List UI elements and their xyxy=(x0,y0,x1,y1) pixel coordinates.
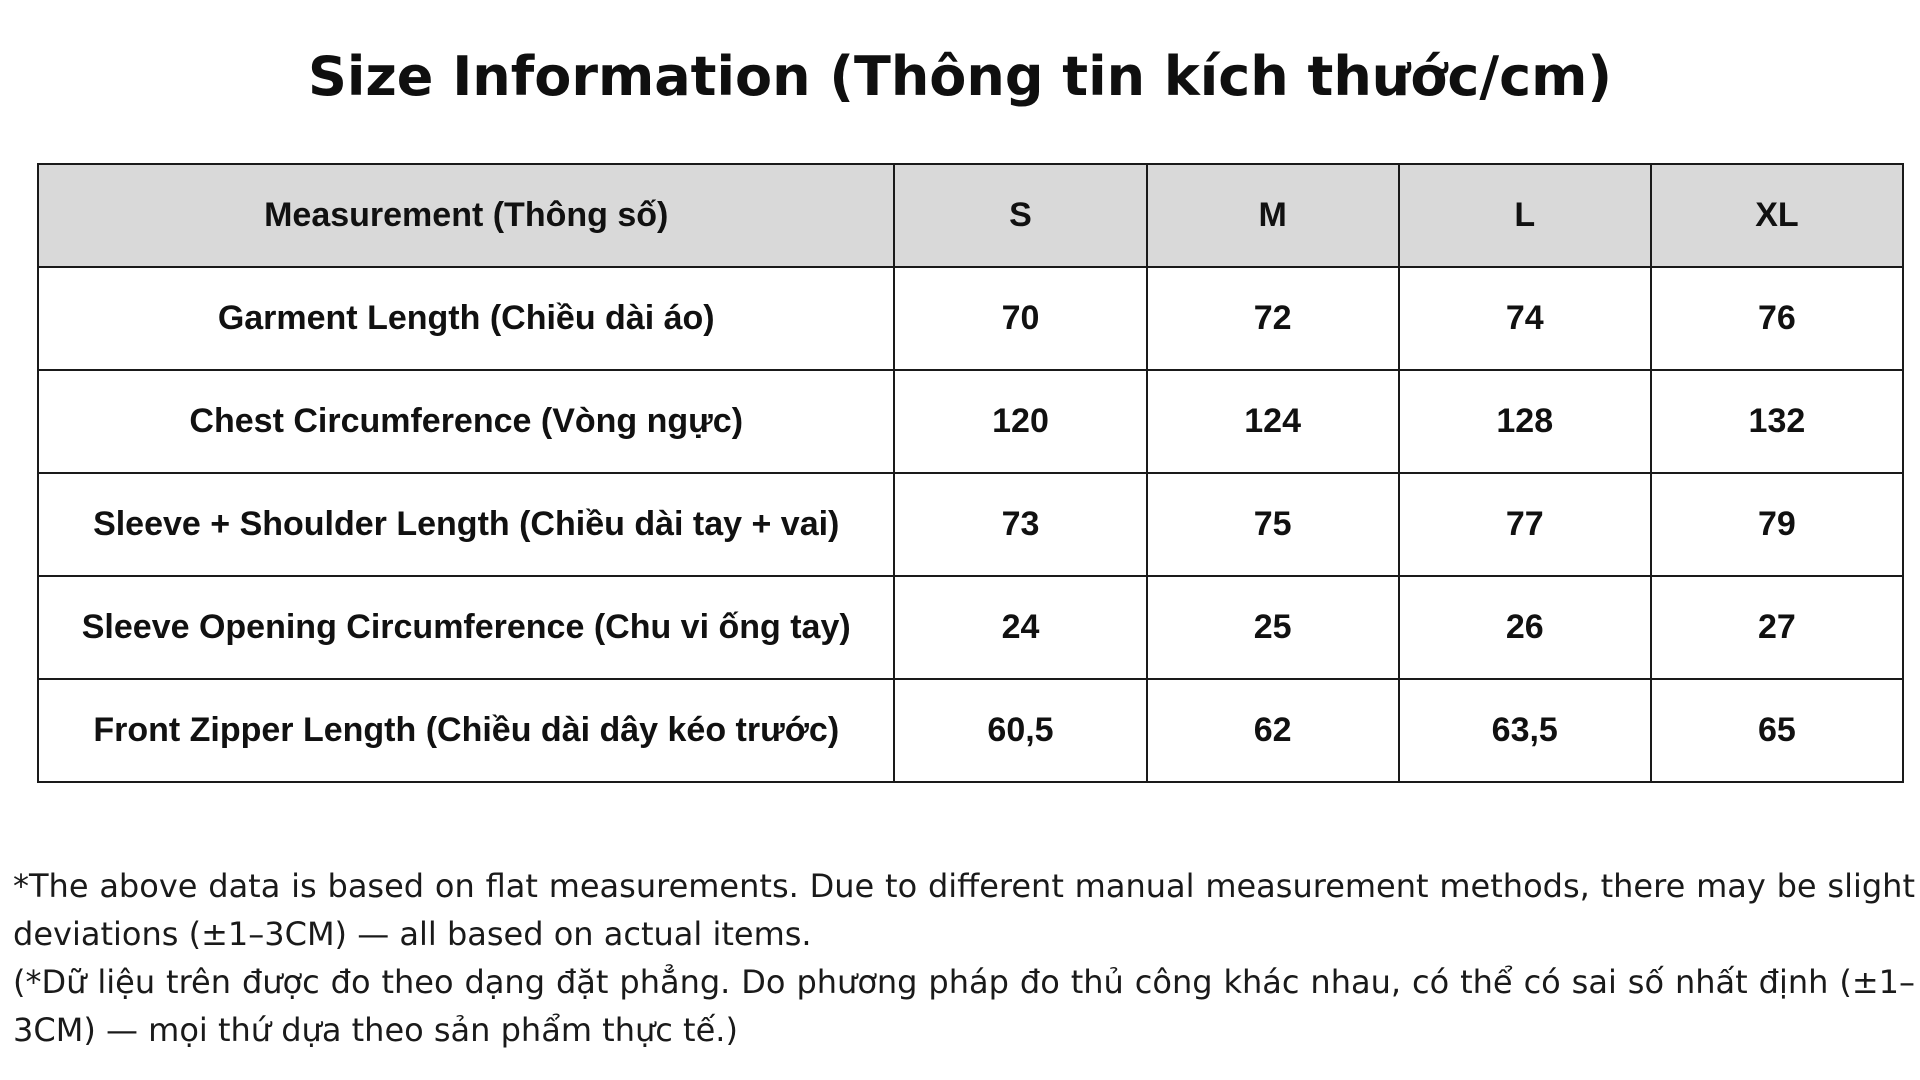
row-label: Chest Circumference (Vòng ngực) xyxy=(38,370,894,473)
row-label: Sleeve + Shoulder Length (Chiều dài tay + vai) xyxy=(38,473,894,576)
table-row xyxy=(38,370,1903,473)
table-row xyxy=(38,679,1903,782)
table-cell: 24 xyxy=(894,576,1146,679)
row-label: Garment Length (Chiều dài áo) xyxy=(38,267,894,370)
table-cell: 72 xyxy=(1147,267,1399,370)
table-cell: 65 xyxy=(1651,679,1903,782)
table-cell: 27 xyxy=(1651,576,1903,679)
measurement-note-vietnamese: (*Dữ liệu trên được đo theo dạng đặt phẳng. Do phương pháp đo thủ công khác nhau, có thể có sai số nhất định (±1–3CM) — mọi thứ dựa theo sản phẩm thực tế.) xyxy=(13,963,1915,1049)
table-cell: 25 xyxy=(1147,576,1399,679)
table-cell: 77 xyxy=(1399,473,1651,576)
table-header-row xyxy=(38,164,1903,267)
table-row xyxy=(38,576,1903,679)
size-table xyxy=(37,163,1904,783)
table-cell: 75 xyxy=(1147,473,1399,576)
table-cell: 60,5 xyxy=(894,679,1146,782)
table-row xyxy=(38,473,1903,576)
table-cell: 76 xyxy=(1651,267,1903,370)
row-label: Sleeve Opening Circumference (Chu vi ống tay) xyxy=(38,576,894,679)
table-cell: 26 xyxy=(1399,576,1651,679)
table-cell: 120 xyxy=(894,370,1146,473)
measurement-note-english: *The above data is based on flat measurements. Due to different manual measurement methods, there may be slight deviations (±1–3CM) — all based on actual items. xyxy=(13,867,1915,953)
table-cell: 62 xyxy=(1147,679,1399,782)
table-cell: 63,5 xyxy=(1399,679,1651,782)
table-cell: 128 xyxy=(1399,370,1651,473)
table-cell: 132 xyxy=(1651,370,1903,473)
header-size-m: M xyxy=(1147,164,1399,267)
header-measurement: Measurement (Thông số) xyxy=(38,164,894,267)
page-title: Size Information (Thông tin kích thước/cm) xyxy=(307,45,1613,108)
table-cell: 74 xyxy=(1399,267,1651,370)
table-cell: 124 xyxy=(1147,370,1399,473)
table-row xyxy=(38,267,1903,370)
table-cell: 73 xyxy=(894,473,1146,576)
table-cell: 70 xyxy=(894,267,1146,370)
header-size-xl: XL xyxy=(1651,164,1903,267)
header-size-s: S xyxy=(894,164,1146,267)
row-label: Front Zipper Length (Chiều dài dây kéo trước) xyxy=(38,679,894,782)
table-cell: 79 xyxy=(1651,473,1903,576)
header-size-l: L xyxy=(1399,164,1651,267)
